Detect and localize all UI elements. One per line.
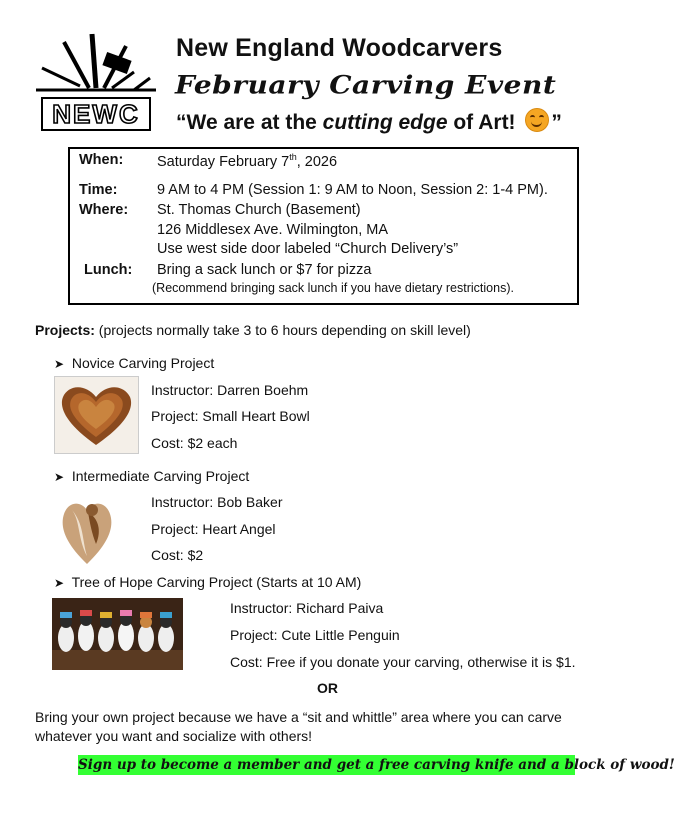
byop-line-1: Bring your own project because we have a “sit and whittle” area where you can carve [35, 709, 562, 725]
organization-name: New England Woodcarvers [176, 34, 503, 62]
intermediate-instructor: Instructor: Bob Baker [151, 494, 283, 510]
smiley-icon [525, 108, 549, 132]
project-tree-of-hope-title: ➤ Tree of Hope Carving Project (Starts at 10 AM) [54, 574, 362, 590]
projects-heading: Projects: (projects normally take 3 to 6 hours depending on skill level) [35, 322, 471, 338]
lunch-value: Bring a sack lunch or $7 for pizza [157, 262, 372, 278]
project-novice-title: ➤ Novice Carving Project [54, 355, 215, 371]
arrow-bullet-icon: ➤ [54, 357, 65, 371]
newc-logo [34, 32, 158, 132]
tree-cost: Cost: Free if you donate your carving, otherwise it is $1. [230, 654, 576, 670]
where-line-1: St. Thomas Church (Basement) [157, 202, 361, 218]
arrow-bullet-icon: ➤ [54, 470, 65, 484]
signup-banner: Sign up to become a member and get a free carving knife and a block of wood! [78, 757, 675, 773]
tagline [176, 108, 562, 135]
where-line-2: 126 Middlesex Ave. Wilmington, MA [157, 222, 389, 238]
arrow-bullet-icon: ➤ [54, 576, 65, 590]
lunch-note: (Recommend bringing sack lunch if you have dietary restrictions). [152, 281, 514, 295]
or-divider: OR [317, 680, 338, 696]
when-label: When: [79, 152, 124, 168]
lunch-label: Lunch: [84, 262, 133, 278]
where-label: Where: [79, 202, 129, 218]
intermediate-project: Project: Heart Angel [151, 521, 276, 537]
where-line-3: Use west side door labeled “Church Delivery’s” [157, 241, 459, 257]
tagline-emphasis: cutting edge [322, 111, 448, 134]
tagline-close: ” [551, 111, 562, 134]
project-intermediate-title: ➤ Intermediate Carving Project [54, 468, 250, 484]
tagline-end: of Art! [447, 111, 522, 134]
tree-instructor: Instructor: Richard Paiva [230, 600, 384, 616]
event-title: February Carving Event [175, 70, 557, 100]
heart-bowl-image [54, 376, 139, 454]
tree-project: Project: Cute Little Penguin [230, 627, 400, 643]
intermediate-cost: Cost: $2 [151, 547, 204, 563]
novice-project: Project: Small Heart Bowl [151, 408, 310, 424]
time-label: Time: [79, 182, 118, 198]
tagline-start: “We are at the [176, 111, 323, 134]
heart-angel-image [58, 490, 116, 568]
time-value: 9 AM to 4 PM (Session 1: 9 AM to Noon, Session 2: 1-4 PM). [157, 182, 548, 198]
novice-instructor: Instructor: Darren Boehm [151, 382, 309, 398]
novice-cost: Cost: $2 each [151, 435, 238, 451]
logo-text: NEWC [52, 99, 140, 129]
byop-line-2: whatever you want and socialize with others! [35, 728, 313, 744]
when-value: Saturday February 7th, 2026 [157, 152, 338, 170]
penguins-image [52, 598, 183, 670]
